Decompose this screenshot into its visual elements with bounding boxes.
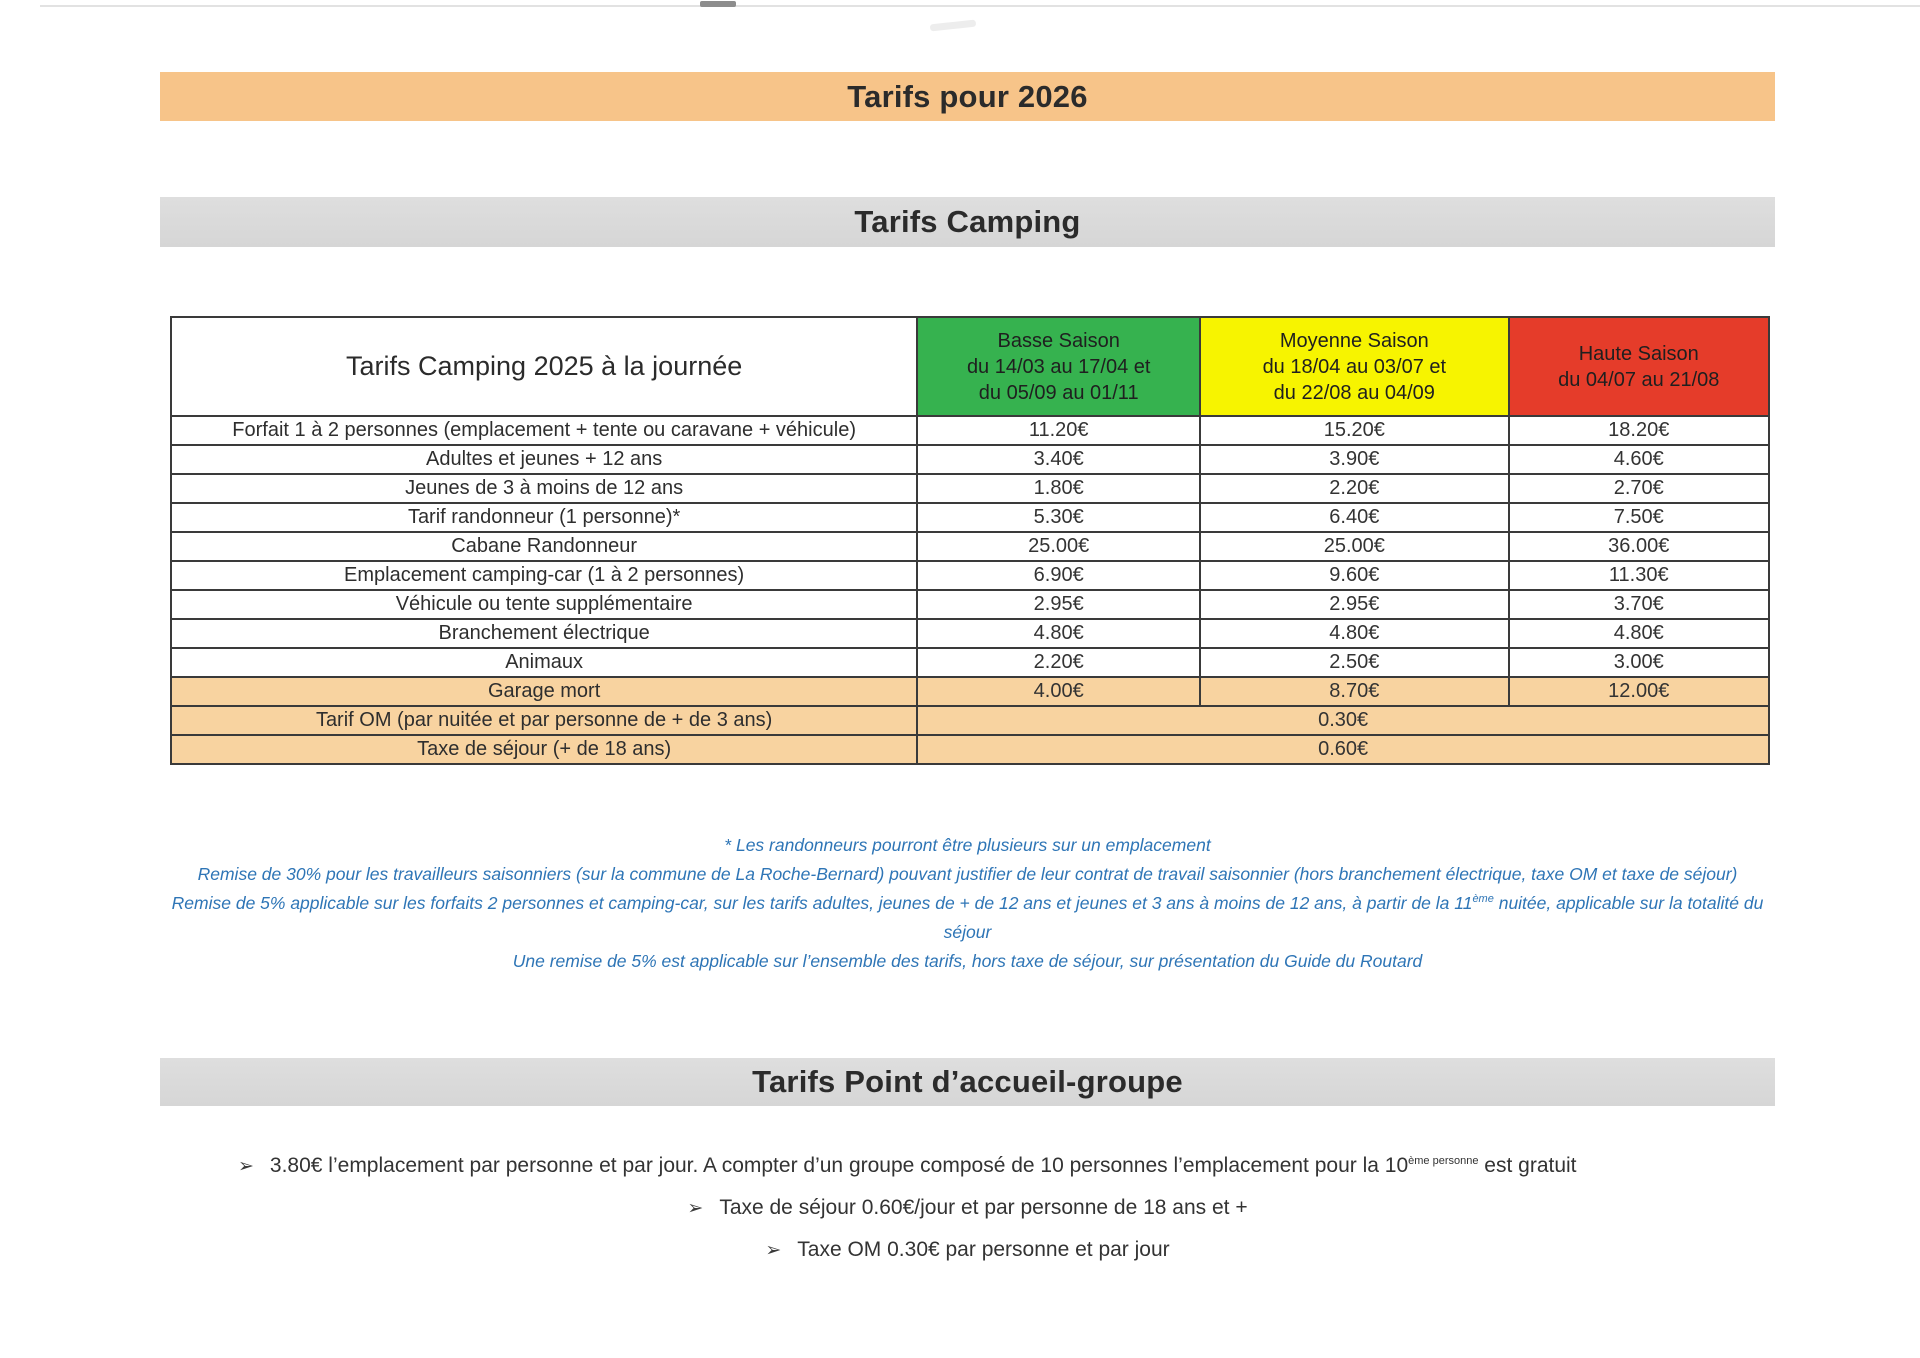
scan-artifact-smudge [930, 20, 976, 32]
season-dates: du 22/08 au 04/09 [1273, 381, 1435, 404]
bullet-emplacement-groupe: ➢ 3.80€ l’emplacement par personne et par jour. A compter d’un groupe composé de 10 personnes l’emplacement pour la $10^{ème personne}$ est gratuit [238, 1154, 1577, 1177]
price-haute: 12.00€ [1509, 677, 1769, 706]
price-basse: 11.20€ [917, 416, 1200, 445]
superscript-eme: ème [1472, 893, 1494, 906]
page-title: Tarifs pour 2026 [847, 78, 1088, 114]
row-label: Animaux [171, 648, 917, 677]
table-row [171, 532, 1769, 561]
superscript-eme-personne: ème personne [1408, 1155, 1479, 1167]
arrow-bullet-icon: ➢ [238, 1156, 254, 1177]
groupe-section-title: Tarifs Point d’accueil-groupe [752, 1064, 1183, 1099]
row-label: Véhicule ou tente supplémentaire [171, 590, 917, 619]
season-header-basse [917, 317, 1200, 416]
price-basse: 6.90€ [917, 561, 1200, 590]
table-row [171, 416, 1769, 445]
camping-section-banner [160, 197, 1775, 247]
groupe-section-banner [160, 1058, 1775, 1106]
bullet-taxe-om-groupe: ➢ Taxe OM 0.30€ par personne et par jour [765, 1238, 1170, 1261]
season-header-haute [1509, 317, 1769, 416]
price-haute: 7.50€ [1509, 503, 1769, 532]
price-haute: 3.70€ [1509, 590, 1769, 619]
price-basse: 4.00€ [917, 677, 1200, 706]
price-haute: 11.30€ [1509, 561, 1769, 590]
row-label: Garage mort [171, 677, 917, 706]
row-label: Taxe de séjour (+ de 18 ans) [171, 735, 917, 764]
season-dates: du 18/04 au 03/07 et [1262, 355, 1447, 378]
table-row [171, 474, 1769, 503]
price-basse: 2.20€ [917, 648, 1200, 677]
price-moyenne: 15.20€ [1200, 416, 1508, 445]
tarifs-camping-table [170, 316, 1770, 765]
table-row [171, 561, 1769, 590]
table-row [171, 503, 1769, 532]
price-moyenne: 4.80€ [1200, 619, 1508, 648]
season-name: Haute Saison [1578, 342, 1699, 365]
price-moyenne: 9.60€ [1200, 561, 1508, 590]
footnotes [160, 831, 1775, 976]
price-haute: 2.70€ [1509, 474, 1769, 503]
table-row-taxe-sejour [171, 735, 1769, 764]
row-label: Jeunes de 3 à moins de 12 ans [171, 474, 917, 503]
row-label: Tarif randonneur (1 personne)* [171, 503, 917, 532]
season-dates: du 05/09 au 01/11 [978, 381, 1139, 404]
price-haute: 36.00€ [1509, 532, 1769, 561]
price-moyenne: 2.95€ [1200, 590, 1508, 619]
table-row [171, 619, 1769, 648]
price-basse: 2.95€ [917, 590, 1200, 619]
row-label: Tarif OM (par nuitée et par personne de + de 3 ans) [171, 706, 917, 735]
season-dates: du 04/07 au 21/08 [1558, 368, 1720, 391]
price-moyenne: 2.20€ [1200, 474, 1508, 503]
price-haute: 4.60€ [1509, 445, 1769, 474]
arrow-bullet-icon: ➢ [687, 1198, 704, 1219]
price-basse: 1.80€ [917, 474, 1200, 503]
title-banner [160, 72, 1775, 121]
footnote-randonneurs: * Les randonneurs pourront être plusieurs sur un emplacement [724, 835, 1211, 855]
scan-artifact-mark [700, 1, 736, 7]
row-label: Cabane Randonneur [171, 532, 917, 561]
bullet-taxe-sejour-groupe: ➢ Taxe de séjour 0.60€/jour et par personne de 18 ans et + [687, 1196, 1248, 1219]
table-row [171, 445, 1769, 474]
price-moyenne: 2.50€ [1200, 648, 1508, 677]
row-label: Adultes et jeunes + 12 ans [171, 445, 917, 474]
season-dates: du 14/03 au 17/04 et [966, 355, 1151, 378]
season-name: Moyenne Saison [1279, 329, 1429, 352]
price-all-seasons: 0.30€ [917, 706, 1769, 735]
season-name: Basse Saison [997, 329, 1120, 352]
season-header-moyenne [1200, 317, 1508, 416]
price-basse: 5.30€ [917, 503, 1200, 532]
footnote-remise-5-nuitee: Remise de 5% applicable sur les forfaits 2 personnes et camping-car, sur les tarifs adultes, jeunes de + de 12 ans et jeunes et 3 ans à moins de 12 ans, à partir de la 11ème nuitée, applicable sur la totalité du séjour [171, 893, 1764, 942]
price-haute: 3.00€ [1509, 648, 1769, 677]
table-row-garage-mort [171, 677, 1769, 706]
table-corner-label: Tarifs Camping 2025 à la journée [171, 317, 917, 416]
price-haute: 4.80€ [1509, 619, 1769, 648]
row-label: Forfait 1 à 2 personnes (emplacement + tente ou caravane + véhicule) [171, 416, 917, 445]
table-row-tarif-om [171, 706, 1769, 735]
scan-artifact-line [40, 5, 1920, 7]
table-row [171, 590, 1769, 619]
row-label: Branchement électrique [171, 619, 917, 648]
arrow-bullet-icon: ➢ [765, 1240, 782, 1261]
price-basse: 25.00€ [917, 532, 1200, 561]
price-moyenne: 25.00€ [1200, 532, 1508, 561]
price-moyenne: 6.40€ [1200, 503, 1508, 532]
price-moyenne: 8.70€ [1200, 677, 1508, 706]
price-basse: 3.40€ [917, 445, 1200, 474]
row-label: Emplacement camping-car (1 à 2 personnes) [171, 561, 917, 590]
table-row [171, 648, 1769, 677]
price-basse: 4.80€ [917, 619, 1200, 648]
footnote-guide-routard: Une remise de 5% est applicable sur l’ensemble des tarifs, hors taxe de séjour, sur présentation du Guide du Routard [512, 951, 1423, 971]
price-all-seasons: 0.60€ [917, 735, 1769, 764]
footnote-remise-30: Remise de 30% pour les travailleurs saisonniers (sur la commune de La Roche-Bernard) pouvant justifier de leur contrat de travail saisonnier (hors branchement électrique, taxe OM et taxe de séjour) [197, 864, 1738, 884]
price-haute: 18.20€ [1509, 416, 1769, 445]
table-header-row [171, 317, 1769, 416]
camping-section-title: Tarifs Camping [854, 204, 1081, 239]
price-moyenne: 3.90€ [1200, 445, 1508, 474]
